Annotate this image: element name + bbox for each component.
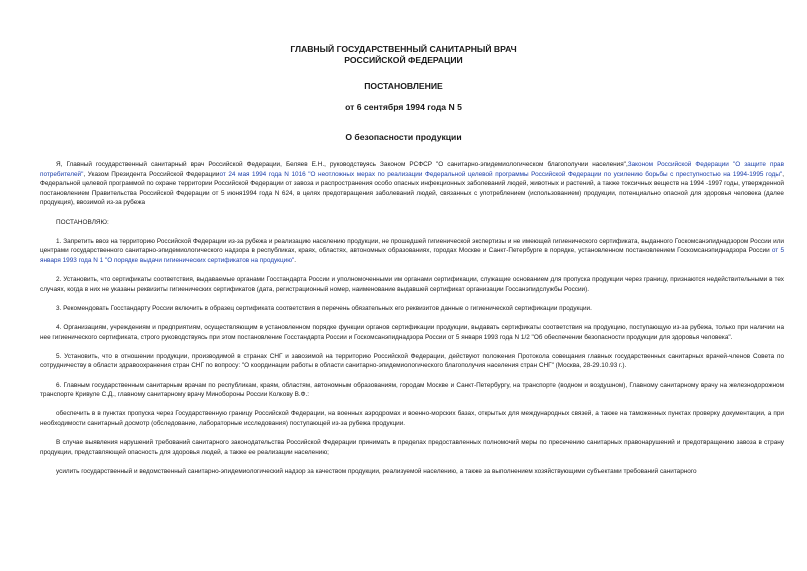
authority-line-2: РОССИЙСКОЙ ФЕДЕРАЦИИ bbox=[344, 55, 463, 65]
clause-4: 4. Организациям, учреждениям и предприятиям, осуществляющим в установленном порядке функции органов сертификации продукции, выдавать сертификаты соответствия на продукцию, поступающую из-за рубежа, только при наличии на нее гигиенического сертификата, строго руководствуясь при этом постановление Госстандарта России и Госкомсанэпиднадзора России от 5 января 1993 года N 1/2 "Об обеспечении безопасности продукции для здоровья человека". bbox=[40, 324, 784, 341]
preamble-text-3: , Федеральной целевой программой по охране территории Российской Федерации от завоза и распространения особо опасных инфекционных заболеваний людей, животных и растений, а также токсичных веществ на 1994 -1997 годы, утвержденной постановлением Правительства Российской Федерации от 5 июня1994 года N 624, в целях предотвращения заболеваний людей, связанных с употреблением (использованием) продукции, потенциально опасной для здоровья человека (далее продукция), ввозимой из-за рубежа bbox=[40, 170, 784, 207]
certificates-order-link[interactable]: от 5 января 1993 года N 1 "О порядке выдачи гигиенических сертификатов на продукцию" bbox=[40, 247, 784, 264]
clause-6-item-3: усилить государственный и ведомственный санитарно-эпидемиологический надзор за качеством продукции, реализуемой населению, а также за выполнением хозяйствующими субъектами требований санитарного bbox=[56, 468, 697, 475]
clause-1-text: 1. Запретить ввоз на территорию Российской Федерации из-за рубежа и реализацию населению продукции, не прошедшей гигиенической экспертизы и не имеющей гигиенического сертификата, выданного Госкомсанэпиднадзором России или центрами государственного санитарно-эпидемиологического надзора в республиках, краях, областях, автономных образованиях, городах Москве и Санкт-Петербурге в порядке, установленном постановлением Госкомсанэпиднадзора России bbox=[40, 237, 784, 255]
document-type: ПОСТАНОВЛЕНИЕ bbox=[364, 81, 443, 91]
preamble-text-1: Я, Главный государственный санитарный врач Российской Федерации, Беляев Е.Н., руководствуясь Законом РСФСР "О санитарно-эпидемиологическом благополучии населения", bbox=[56, 161, 628, 168]
clause-5: 5. Установить, что в отношении продукции, производимой в странах СНГ и завозимой на территорию Российской Федерации, действуют положения Протокола совещания главных государственных санитарных врачей-членов Совета по сотрудничеству в области здравоохранения стран СНГ по вопросу: "О координации работы в области санитарно-эпидемиологического благополучия населения стран СНГ" (Москва, 28-29.10.93 г.). bbox=[40, 352, 784, 370]
issuing-authority bbox=[0, 44, 807, 66]
document-subject: О безопасности продукции bbox=[345, 132, 462, 142]
resolution-word: ПОСТАНОВЛЯЮ: bbox=[56, 218, 109, 226]
clause-3: 3. Рекомендовать Госстандарту России включить в образец сертификата соответствия в перечень обязательных его реквизитов данные о гигиенической сертификации продукции. bbox=[56, 304, 592, 312]
clause-6-item-2: В случае выявления нарушений требований санитарного законодательства Российской Федерации принимать в пределах предоставленных полномочий меры по пресечению санитарных правонарушений и предотвращению завоза в страну продукции, представляющей опасность для здоровья людей, а также ее реализации населению; bbox=[40, 439, 784, 456]
authority-line-1: ГЛАВНЫЙ ГОСУДАРСТВЕННЫЙ САНИТАРНЫЙ ВРАЧ bbox=[290, 44, 517, 54]
clause-6-item-1: обеспечить в в пунктах пропуска через Государственную границу Российской Федерации, на военных аэродромах и военно-морских базах, открытых для международных связей, а также на таможенных пунктах проверку документации, а при необходимости санитарный досмотр (обследование, лабораторные исследования) поступающей из-за рубежа продукции. bbox=[40, 410, 784, 428]
presidential-decree-link[interactable]: от 24 мая 1994 года N 1016 "О неотложных мерах по реализации Федеральной целевой программы Российской Федерации по усилению борьбы с преступностью на 1994-1995 годы" bbox=[219, 170, 783, 178]
document-date: от 6 сентября 1994 года N 5 bbox=[345, 102, 462, 112]
clause-2: 2. Установить, что сертификаты соответствия, выдаваемые органами Госстандарта России и уполномоченными им органами сертификации, служащие основанием для пропуска продукции через границу, признаются недействительными в тех случаях, когда в них не указаны реквизиты гигиенических сертификатов (дата, регистрационный номер, наименование выдавшей сертификат организации Госсанэпидслужбы России). bbox=[40, 276, 784, 293]
clause-1-end: . bbox=[294, 256, 297, 264]
clause-6: 6. Главным государственным санитарным врачам по республикам, краям, областям, автономным образованиям, городам Москве и Санкт-Петербургу, на транспорте (водном и воздушном), Главному санитарному врачу на железнодорожном транспорте Кривуле С.Д., главному санитарному врачу Минобороны России Колкову В.Ф.: bbox=[40, 381, 784, 399]
preamble-text-2: , Указом Президента Российской Федерации bbox=[83, 170, 220, 178]
preamble-paragraph bbox=[40, 160, 784, 208]
consumer-rights-law-link[interactable]: Законом Российской Федерации "О защите прав потребителей" bbox=[40, 161, 784, 178]
clause-1 bbox=[40, 237, 784, 266]
document-body bbox=[40, 160, 784, 486]
